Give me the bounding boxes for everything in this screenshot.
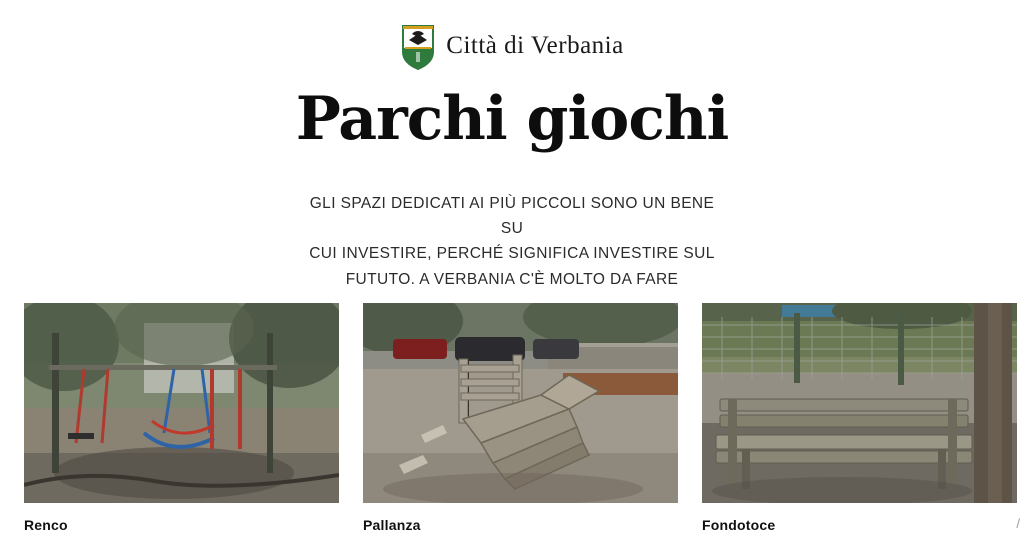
- page-title: Parchi giochi: [295, 84, 729, 154]
- subtitle-line-1: GLI SPAZI DEDICATI AI PIÙ PICCOLI SONO UN BENE SU: [309, 195, 715, 238]
- gallery-card[interactable]: [702, 303, 1017, 533]
- site-brand[interactable]: [0, 0, 1024, 70]
- playground-swings-photo[interactable]: [24, 303, 339, 503]
- page-edge-mark: /: [1016, 516, 1020, 531]
- brand-name-text: Città di Verbania: [446, 32, 624, 59]
- subtitle-line-3: FUTUTO. A VERBANIA C'È MOLTO DA FARE: [345, 270, 679, 288]
- gallery-card[interactable]: [363, 303, 678, 533]
- gallery-card[interactable]: [24, 303, 339, 533]
- wooden-play-structure-photo[interactable]: [363, 303, 678, 503]
- gallery-card-caption: Pallanza: [363, 517, 421, 533]
- coat-of-arms-icon: [400, 22, 436, 70]
- park-bench-photo[interactable]: [702, 303, 1017, 503]
- brand-name: [446, 32, 623, 60]
- page-subtitle: [302, 191, 722, 291]
- gallery-card-caption: Renco: [24, 517, 68, 533]
- gallery-row: [0, 303, 1024, 533]
- gallery-card-caption: Fondotoce: [702, 517, 776, 533]
- subtitle-line-2: CUI INVESTIRE, PERCHÉ SIGNIFICA INVESTIRE SUL: [309, 245, 715, 263]
